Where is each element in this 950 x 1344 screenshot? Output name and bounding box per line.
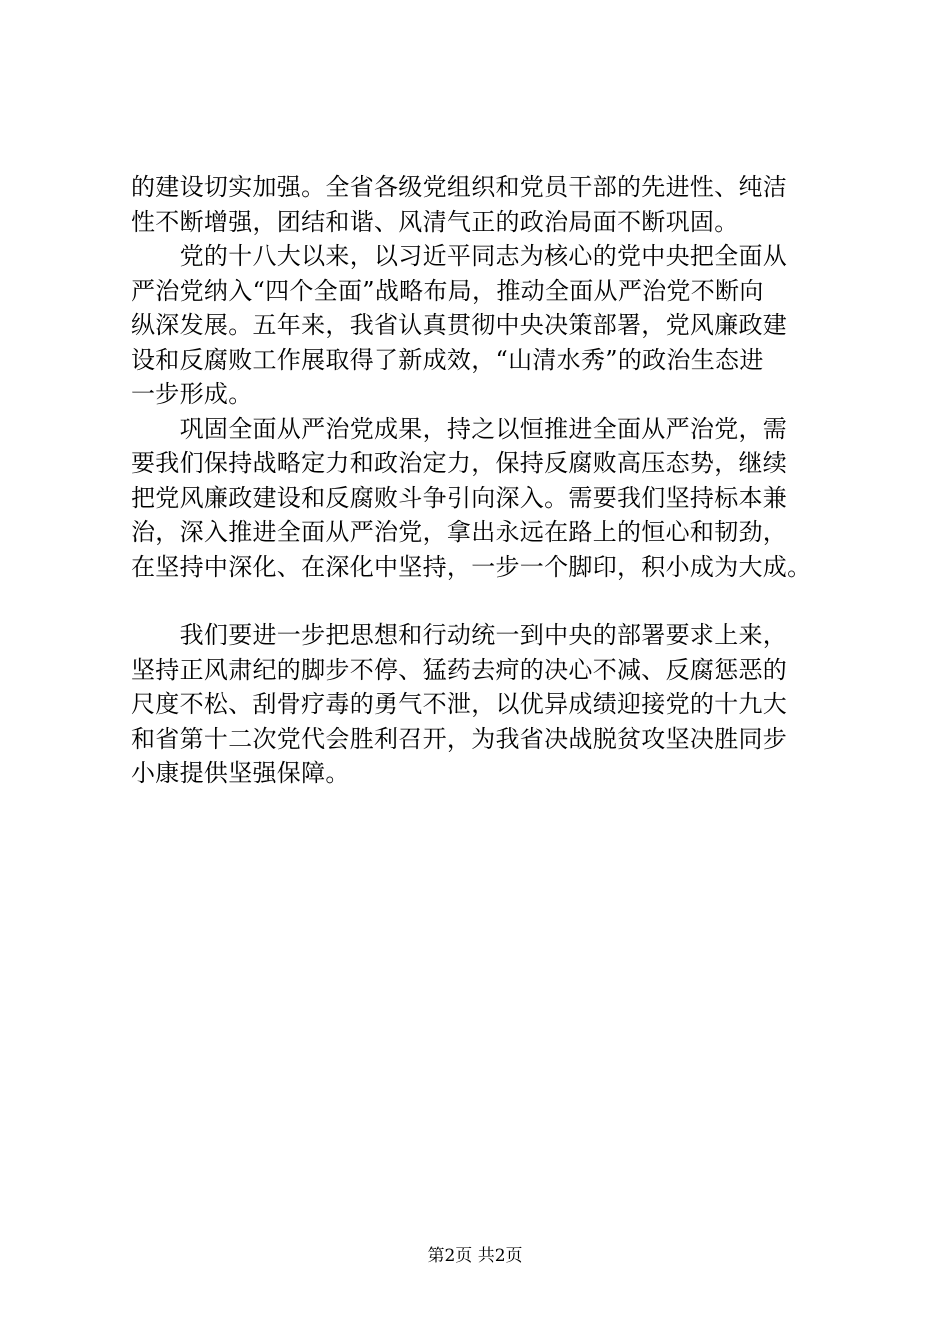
body-line: 我们要进一步把思想和行动统一到中央的部署要求上来，: [131, 621, 788, 649]
body-line: 把党风廉政建设和反腐败斗争引向深入。需要我们坚持标本兼: [131, 483, 788, 512]
page-number-label: 第2页 共2页: [427, 1246, 523, 1266]
body-line: 在坚持中深化、在深化中坚持，一步一个脚印，积小成为大成。: [131, 552, 812, 581]
body-line: 党的十八大以来，以习近平同志为核心的党中央把全面从: [131, 242, 788, 270]
body-line: 小康提供坚强保障。: [131, 759, 350, 787]
body-line: 和省第十二次党代会胜利召开，为我省决战脱贫攻坚决胜同步: [131, 724, 788, 753]
body-line: 设和反腐败工作展取得了新成效，“山清水秀”的政治生态进: [131, 345, 764, 374]
paragraph-gap: [131, 584, 843, 618]
body-line: 巩固全面从严治党成果，持之以恒推进全面从严治党，需: [131, 414, 788, 443]
body-line: 一步形成。: [131, 380, 253, 408]
body-line: 性不断增强，团结和谐、风清气正的政治局面不断巩固。: [131, 207, 739, 236]
body-line: 纵深发展。五年来，我省认真贯彻中央决策部署，党风廉政建: [131, 311, 788, 339]
body-line: 尺度不松、刮骨疗毒的勇气不泄，以优异成绩迎接党的十九大: [131, 690, 788, 718]
document-body: [131, 170, 843, 791]
body-line: 治，深入推进全面从严治党，拿出永远在路上的恒心和韧劲，: [131, 518, 788, 546]
body-line: 严治党纳入“四个全面”战略布局，推动全面从严治党不断向: [131, 276, 764, 305]
page-footer: [0, 1246, 950, 1266]
body-line: 要我们保持战略定力和政治定力，保持反腐败高压态势，继续: [131, 449, 788, 477]
body-line: 的建设切实加强。全省各级党组织和党员干部的先进性、纯洁: [131, 173, 788, 201]
body-line: 坚持正风肃纪的脚步不停、猛药去疴的决心不减、反腐惩恶的: [131, 655, 788, 684]
